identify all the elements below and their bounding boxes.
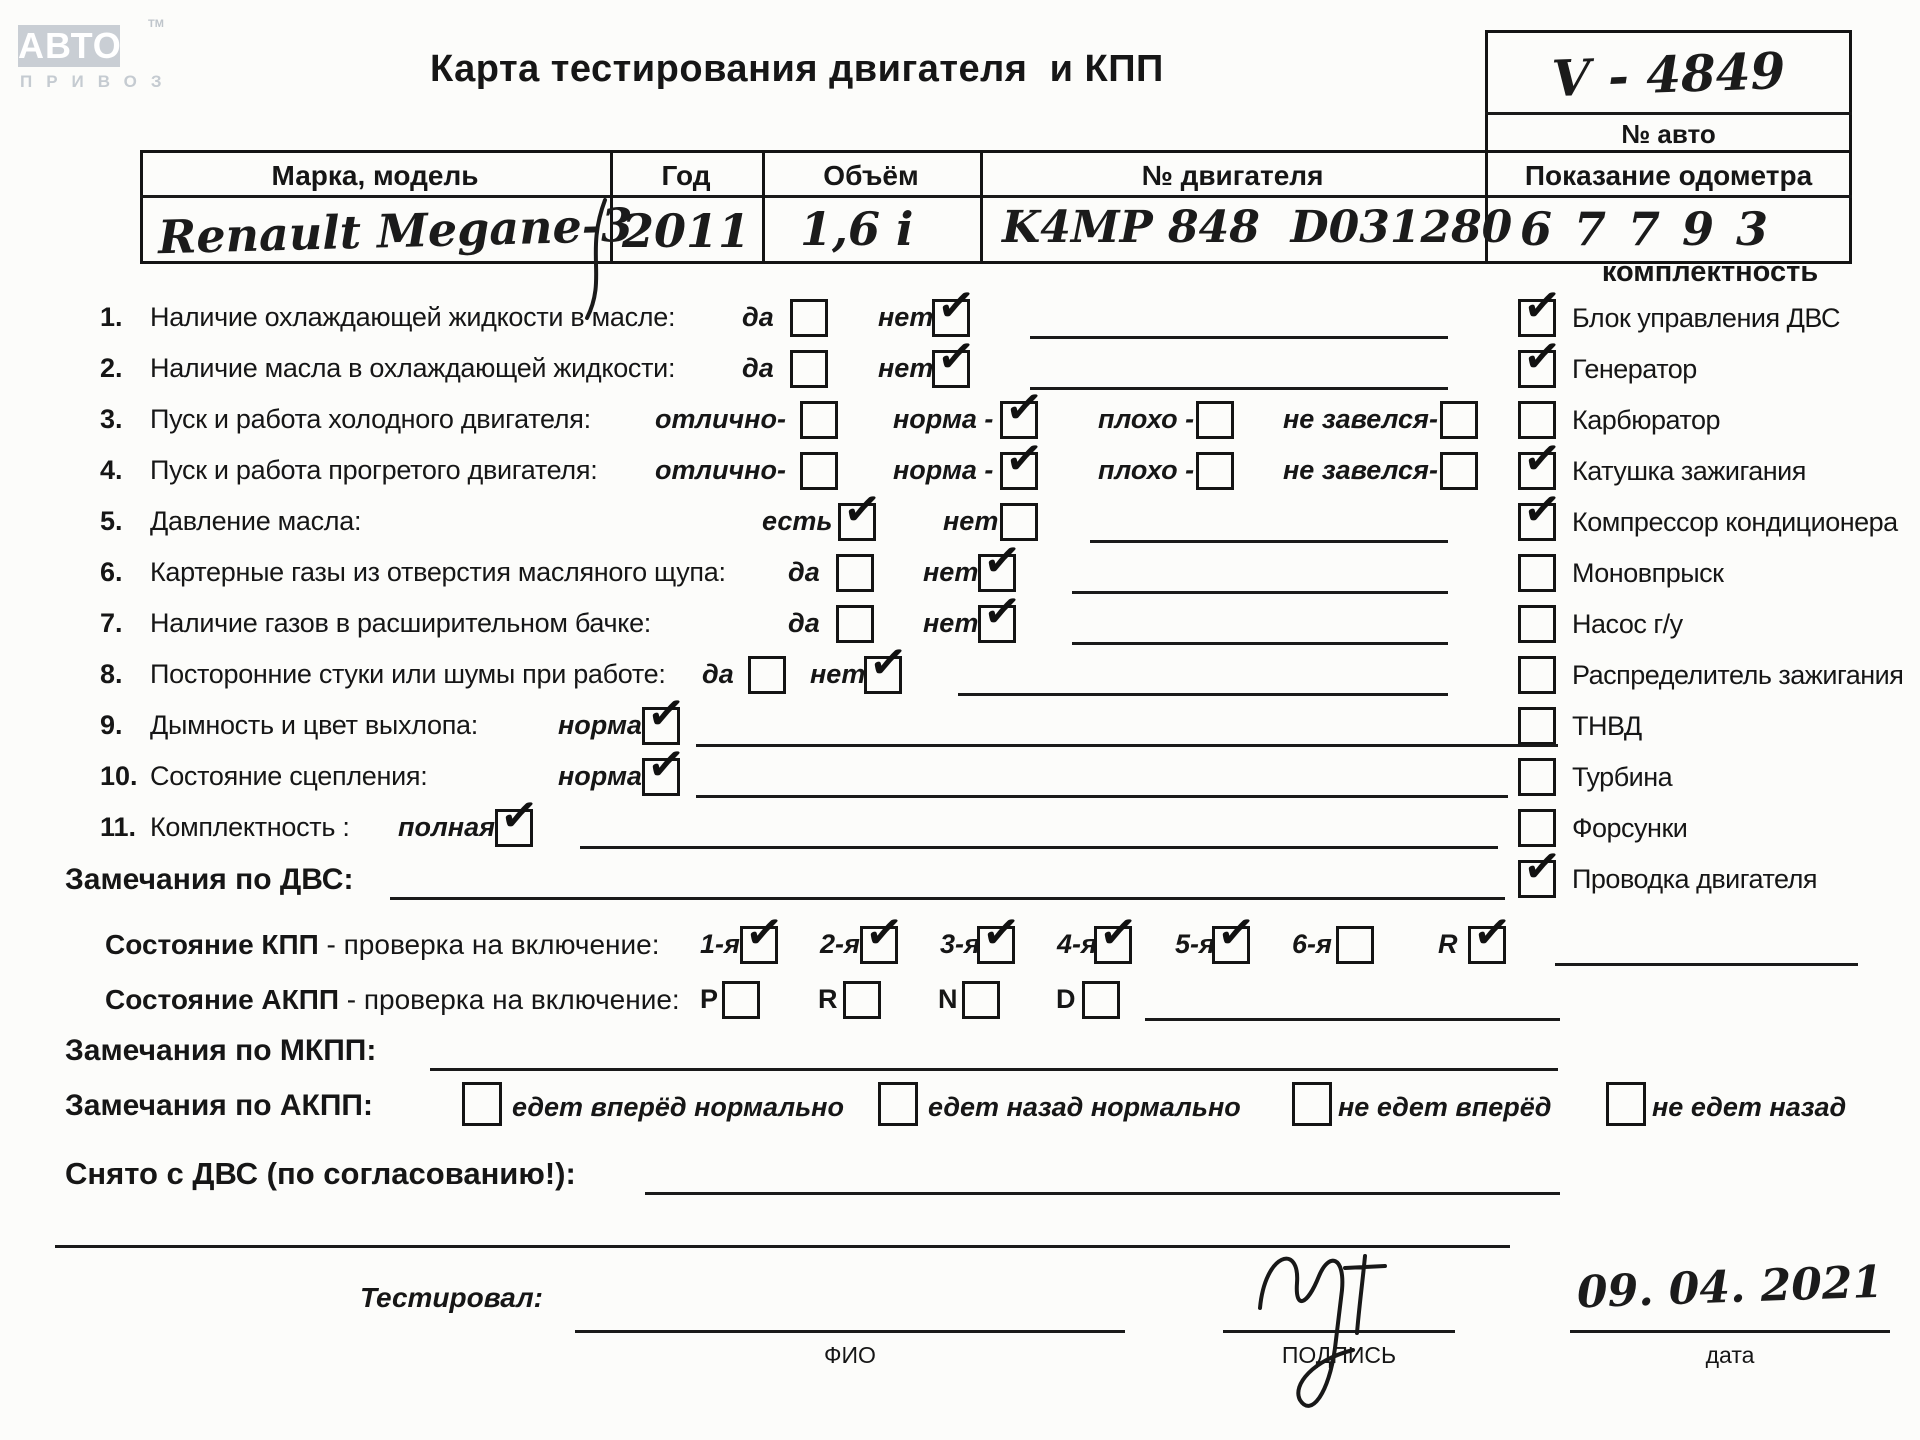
option-label: норма	[558, 710, 642, 740]
check-icon: ✓	[934, 328, 979, 384]
write-in-line	[390, 897, 1505, 900]
write-in-line	[1145, 1018, 1560, 1021]
option-label: плохо -	[1098, 455, 1195, 485]
value-make-model: Renault Megane-3	[157, 197, 634, 265]
check-icon: ✓	[1520, 328, 1565, 384]
option-label: нет	[878, 302, 934, 332]
checkbox-gear-r[interactable]	[1468, 904, 1515, 964]
write-in-line	[580, 846, 1498, 849]
option-label: норма	[558, 761, 642, 791]
completeness-item-label: Форсунки	[1572, 813, 1688, 843]
kpp-check-label	[105, 929, 659, 961]
gear-label: R	[1438, 929, 1458, 959]
remarks-dvs-label: Замечания по ДВС:	[65, 863, 354, 896]
fio-line	[575, 1330, 1125, 1333]
option-label: да	[742, 353, 774, 383]
item-label: Дымность и цвет выхлопа:	[150, 710, 478, 740]
check-icon: ✓	[1470, 904, 1515, 960]
checkbox-tnvd[interactable]	[1518, 707, 1556, 745]
tested-by-label: Тестировал:	[360, 1282, 543, 1313]
check-icon: ✓	[1520, 277, 1565, 333]
item-label: Посторонние стуки или шумы при работе:	[150, 659, 666, 689]
option-label: полная	[398, 812, 496, 842]
check-icon: ✓	[979, 904, 1024, 960]
option-label: норма -	[893, 455, 994, 485]
item-number: 7.	[100, 608, 123, 638]
check-icon: ✓	[1520, 481, 1565, 537]
checkbox-item5-present[interactable]	[838, 481, 885, 541]
check-icon: ✓	[644, 736, 689, 792]
check-icon: ✓	[866, 634, 911, 690]
option-label: нет	[923, 557, 979, 587]
item-number: 3.	[100, 404, 123, 434]
option-label: нет	[943, 506, 999, 536]
item-label: Пуск и работа холодного двигателя:	[150, 404, 591, 434]
write-in-line	[645, 1192, 1560, 1195]
checkbox-akpp-p[interactable]	[722, 981, 760, 1019]
option-label: плохо -	[1098, 404, 1195, 434]
option-label: да	[788, 608, 820, 638]
completeness-item-label: ТНВД	[1572, 711, 1642, 741]
checkbox-item3-excellent[interactable]	[800, 401, 838, 439]
write-in-line	[696, 795, 1508, 798]
col-header-make-model: Марка, модель	[271, 160, 479, 191]
write-in-line	[1555, 963, 1858, 966]
date-value: 09. 04. 2021	[1576, 1256, 1884, 1319]
checkbox-item7-no[interactable]	[978, 583, 1025, 643]
write-in-line	[1072, 591, 1448, 594]
option-label: да	[702, 659, 734, 689]
checkbox-item10-normal[interactable]	[642, 736, 689, 796]
item-number: 2.	[100, 353, 123, 383]
checkbox-gear-5[interactable]	[1212, 904, 1259, 964]
akpp-option-label: едет назад нормально	[928, 1092, 1241, 1122]
completeness-item-label: Карбюратор	[1572, 405, 1721, 435]
check-icon: ✓	[1096, 904, 1141, 960]
col-header-year: Год	[661, 160, 711, 191]
checkbox-akpp-n[interactable]	[962, 981, 1000, 1019]
option-label: не завелся-	[1283, 404, 1438, 434]
option-label: есть	[762, 506, 833, 536]
option-label: норма -	[893, 404, 994, 434]
check-icon: ✓	[497, 787, 542, 843]
completeness-item-label: Турбина	[1572, 762, 1673, 792]
checkbox-drives-backward-ok[interactable]	[878, 1082, 918, 1126]
option-label: да	[788, 557, 820, 587]
checkbox-engine-wiring[interactable]	[1518, 838, 1565, 898]
logo-text-top: АВТО	[18, 25, 122, 66]
checkbox-item2-no[interactable]	[932, 328, 979, 388]
checkbox-distributor[interactable]	[1518, 656, 1556, 694]
checkbox-ps-pump[interactable]	[1518, 605, 1556, 643]
akpp-check-label-rest: - проверка на включение:	[338, 984, 680, 1015]
checkbox-item7-yes[interactable]	[836, 605, 874, 643]
check-icon: ✓	[644, 685, 689, 741]
page-title: Карта тестирования двигателя и КПП	[430, 48, 1164, 90]
check-icon: ✓	[1520, 430, 1565, 486]
option-label: отлично-	[655, 404, 786, 434]
gear-label: D	[1056, 984, 1076, 1014]
date-line	[1570, 1330, 1890, 1333]
signature-label: ПОДПИСЬ	[1281, 1342, 1397, 1368]
checkbox-item3-bad[interactable]	[1196, 401, 1234, 439]
check-icon: ✓	[1002, 430, 1047, 486]
gear-label: 6-я	[1292, 929, 1332, 959]
check-icon: ✓	[840, 481, 885, 537]
item-label: Комплектность :	[150, 812, 350, 842]
check-icon: ✓	[980, 583, 1025, 639]
value-engine-no: K4MP 848 D031280	[1002, 202, 1513, 253]
completeness-title: комплектность	[1601, 256, 1819, 288]
checkbox-item8-yes[interactable]	[748, 656, 786, 694]
check-icon: ✓	[742, 904, 787, 960]
col-header-volume: Объём	[823, 160, 919, 191]
gear-label: P	[700, 984, 719, 1014]
item-label: Пуск и работа прогретого двигателя:	[150, 455, 598, 485]
akpp-check-label	[105, 984, 680, 1016]
checkbox-item4-no-start[interactable]	[1440, 452, 1478, 490]
gear-label: 3-я	[940, 929, 980, 959]
kpp-check-label-rest: - проверка на включение:	[318, 929, 660, 960]
col-header-engine-no: № двигателя	[1141, 160, 1324, 191]
checkbox-item6-yes[interactable]	[836, 554, 874, 592]
check-icon: ✓	[1214, 904, 1259, 960]
check-icon: ✓	[1002, 379, 1047, 435]
write-in-line	[1030, 387, 1448, 390]
completeness-item-label: Проводка двигателя	[1572, 864, 1817, 894]
item-number: 5.	[100, 506, 123, 536]
checkbox-ac-compressor[interactable]	[1518, 481, 1565, 541]
checkbox-turbine[interactable]	[1518, 758, 1556, 796]
logo-text-bottom: ПРИВОЗ	[20, 72, 176, 91]
item-label: Наличие газов в расширительном бачке:	[150, 608, 652, 638]
completeness-item-label: Генератор	[1572, 354, 1697, 384]
completeness-item-label: Катушка зажигания	[1572, 456, 1806, 486]
item-number: 10.	[100, 761, 138, 791]
completeness-item-label: Моновпрыск	[1572, 558, 1724, 588]
checkbox-akpp-d[interactable]	[1082, 981, 1120, 1019]
item-number: 9.	[100, 710, 123, 740]
option-label: нет	[923, 608, 979, 638]
checkbox-drives-forward-ok[interactable]	[462, 1082, 502, 1126]
checkbox-gear-6[interactable]	[1336, 926, 1374, 964]
removed-from-engine-label: Снято с ДВС (по согласованию!):	[65, 1156, 576, 1191]
option-label: не завелся-	[1283, 455, 1438, 485]
completeness-item-label: Блок управления ДВС	[1572, 303, 1840, 333]
akpp-option-label: не едет назад	[1652, 1092, 1847, 1122]
kpp-check-label-bold: Состояние КПП	[105, 929, 319, 960]
item-number: 11.	[100, 812, 137, 842]
car-number-value: V - 4849	[1550, 40, 1787, 109]
checkbox-gear-1[interactable]	[740, 904, 787, 964]
gear-label: R	[818, 984, 838, 1014]
col-header-odometer: Показание одометра	[1524, 160, 1813, 191]
write-in-line	[696, 744, 1558, 747]
signature	[1245, 1238, 1465, 1423]
vehicle-table-divider	[140, 195, 1852, 198]
gear-label: 2-я	[820, 929, 860, 959]
akpp-check-label-bold: Состояние АКПП	[105, 984, 339, 1015]
checkbox-no-drive-backward[interactable]	[1606, 1082, 1646, 1126]
item-label: Состояние сцепления:	[150, 761, 428, 791]
checkbox-generator[interactable]	[1518, 328, 1565, 388]
gear-label: 5-я	[1175, 929, 1215, 959]
check-icon: ✓	[980, 532, 1025, 588]
item-label: Картерные газы из отверстия масляного щупа:	[150, 557, 726, 587]
gear-label: 4-я	[1057, 929, 1097, 959]
item-label: Давление масла:	[150, 506, 362, 536]
check-icon: ✓	[1520, 838, 1565, 894]
checkbox-item4-bad[interactable]	[1196, 452, 1234, 490]
remarks-mkpp-label: Замечания по МКПП:	[65, 1034, 377, 1067]
checkbox-item3-no-start[interactable]	[1440, 401, 1478, 439]
value-odometer: 67793	[1520, 202, 1791, 256]
write-in-line	[958, 693, 1448, 696]
item-number: 6.	[100, 557, 123, 587]
gear-label: 1-я	[700, 929, 740, 959]
remarks-akpp-label: Замечания по АКПП:	[65, 1089, 373, 1122]
fio-label: ФИО	[824, 1342, 876, 1368]
checkbox-item1-yes[interactable]	[790, 299, 828, 337]
completeness-item-label: Распределитель зажигания	[1572, 660, 1904, 690]
checkbox-no-drive-forward[interactable]	[1292, 1082, 1332, 1126]
item-number: 1.	[100, 302, 123, 332]
checkbox-akpp-r[interactable]	[843, 981, 881, 1019]
logo-tm-mark: TM	[148, 18, 164, 30]
date-label: дата	[1705, 1342, 1755, 1368]
gear-label: N	[938, 984, 958, 1014]
write-in-line	[1030, 336, 1448, 339]
write-in-line	[430, 1068, 1558, 1071]
option-label: да	[742, 302, 774, 332]
checkbox-item2-yes[interactable]	[790, 350, 828, 388]
checkbox-item4-excellent[interactable]	[800, 452, 838, 490]
item-label: Наличие охлаждающей жидкости в масле:	[150, 302, 676, 332]
option-label: нет	[810, 659, 866, 689]
item-number: 4.	[100, 455, 123, 485]
check-icon: ✓	[934, 277, 979, 333]
option-label: нет	[878, 353, 934, 383]
checkbox-item8-no[interactable]	[864, 634, 911, 694]
write-in-line	[1090, 540, 1448, 543]
write-in-line	[1072, 642, 1448, 645]
checkbox-item4-normal[interactable]	[1000, 430, 1047, 490]
checkbox-mono-injection[interactable]	[1518, 554, 1556, 592]
item-number: 8.	[100, 659, 123, 689]
check-icon: ✓	[862, 904, 907, 960]
completeness-item-label: Компрессор кондиционера	[1572, 507, 1898, 537]
logo	[18, 25, 120, 67]
option-label: отлично-	[655, 455, 786, 485]
akpp-option-label: не едет вперёд	[1338, 1092, 1552, 1122]
akpp-option-label: едет вперёд нормально	[512, 1092, 844, 1122]
checkbox-gear-2[interactable]	[860, 904, 907, 964]
value-year: 2011	[621, 204, 751, 258]
car-number-divider	[1485, 112, 1852, 115]
completeness-item-label: Насос г/у	[1572, 609, 1683, 639]
item-label: Наличие масла в охлаждающей жидкости:	[150, 353, 676, 383]
value-volume: 1,6 i	[800, 202, 914, 256]
checkbox-gear-3[interactable]	[977, 904, 1024, 964]
checkbox-gear-4[interactable]	[1094, 904, 1141, 964]
car-number-label: № авто	[1621, 119, 1716, 149]
checkbox-item11-full[interactable]	[495, 787, 542, 847]
